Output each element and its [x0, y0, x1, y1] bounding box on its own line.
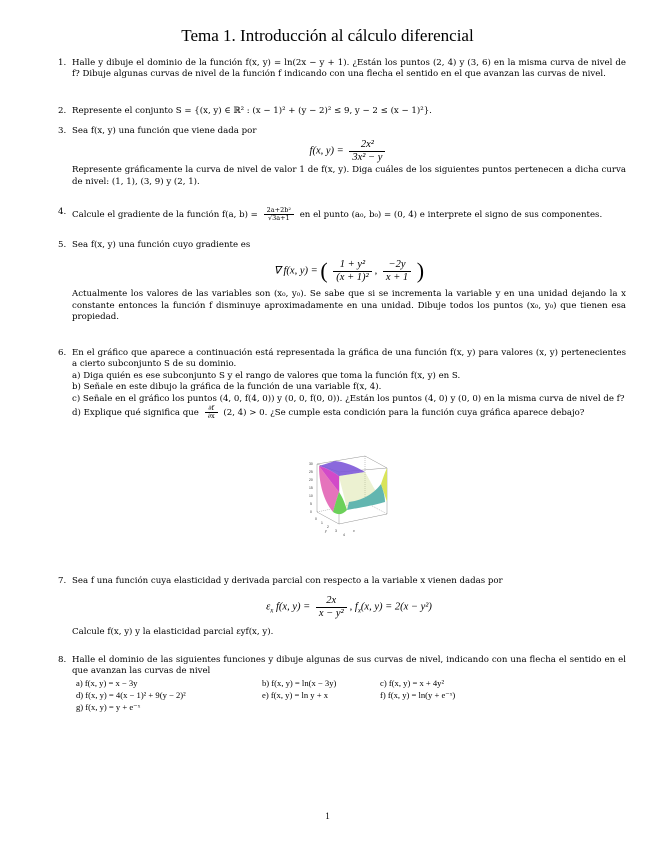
exercise-number: 7.: [58, 576, 67, 586]
page-title: Tema 1. Introducción al cálculo diferencial: [181, 26, 474, 45]
exercise-text: [72, 207, 626, 222]
fraction-numerator: −2y: [383, 259, 411, 271]
exercise-number: 8.: [58, 655, 67, 665]
fraction-numerator: 1 + y²: [333, 259, 371, 271]
subitem-a: a) Diga quién es ese subconjunto S y el rango de valores que toma la función f(x, y) en S.: [72, 370, 461, 381]
exercise-6: [58, 348, 626, 421]
fraction-numerator: ∂f: [205, 405, 218, 413]
eq-epsilon-sub: x: [270, 606, 274, 615]
left-paren: (: [320, 258, 328, 284]
exercise-text: Calcule f(x, y) y la elasticidad parcial εyf(x, y).: [72, 627, 274, 638]
equation-lhs: f(x, y) =: [309, 145, 344, 157]
fraction-denominator: √3a+1: [267, 214, 290, 222]
z-tick: 15: [309, 486, 313, 490]
eq-partial-sub: x: [357, 606, 361, 615]
x-tick: 4: [343, 533, 345, 537]
exercise-7: [58, 576, 626, 639]
equation: [72, 595, 626, 619]
fraction: [333, 259, 371, 283]
x-axis-label: x: [353, 529, 355, 533]
exercise-text: Represente el conjunto S = {(x, y) ∈ ℝ² : (x − 1)² + (y − 2)² ≤ 9, y − 2 ≤ (x − 1)²}.: [72, 106, 432, 116]
option-d: d) f(x, y) = 4(x − 1)² + 9(y − 2)²: [76, 689, 186, 700]
equation-lhs: ∇ f(x, y) =: [273, 265, 318, 277]
exercise-number: 4.: [58, 207, 67, 217]
exercise-3: [58, 126, 626, 188]
fraction-denominator: 3x² − y: [352, 151, 383, 163]
exercise-intro: En el gráfico que aparece a continuación está representada la gráfica de una función f(x, y) para valores (x, y) pertenecientes a cierto subconjunto S de su dominio.: [72, 348, 626, 370]
fraction-numerator: 2x²: [349, 139, 385, 151]
exercise-intro: Sea f una función cuya elasticidad y derivada parcial con respecto a la variable x vienen dadas por: [72, 576, 503, 586]
option-c: c) f(x, y) = x + 4y²: [380, 677, 445, 688]
subitem-d-text-a: d) Explique qué significa que: [72, 408, 199, 419]
z-tick: 30: [309, 462, 313, 466]
subitem-d-text-b: (2, 4) > 0. ¿Se cumple esta condición para la función cuya gráfica aparece debajo?: [223, 408, 585, 419]
exercise-number: 3.: [58, 126, 67, 136]
fraction: [349, 139, 385, 163]
eq-partial: , f: [349, 601, 358, 613]
z-tick: 5: [310, 502, 312, 506]
eq-lhs: f(x, y) =: [276, 601, 311, 613]
exercise-1: [58, 58, 626, 81]
options-row: [72, 702, 626, 714]
equation: ∇ f(x, y) = ( $\frac{\text{1 + y²}}{\text{(x + 1)²}}$ , $\frac{-2y}{x + 1}$ ): [273, 258, 425, 284]
fraction: [264, 207, 294, 222]
fraction-denominator: (x + 1)²: [336, 271, 369, 283]
fraction-denominator: ∂x: [207, 412, 215, 421]
exercise-5: [58, 240, 626, 323]
surface-plot: [305, 452, 391, 552]
options-row: [72, 690, 626, 702]
exercise-2: [58, 106, 626, 117]
fraction-denominator: x − y²: [318, 607, 344, 619]
equation: [72, 139, 626, 163]
page-number: 1: [325, 811, 330, 821]
fraction: [205, 405, 218, 420]
option-f: f) f(x, y) = ln(y + e⁻ˣ): [380, 689, 456, 700]
fraction-numerator: 2a+2b²: [264, 207, 294, 215]
option-g: g) f(x, y) = y + e⁻ˣ: [76, 701, 141, 712]
eq-epsilon: ε: [266, 601, 271, 613]
eq-partial-rhs: (x, y) = 2(x − y²): [360, 601, 432, 613]
fraction-denominator: x + 1: [385, 271, 409, 283]
exercise-intro: Sea f(x, y) una función cuyo gradiente es: [72, 240, 251, 250]
z-tick: 20: [309, 478, 313, 482]
exercise-text-a: Calcule el gradiente de la función f(a, b) =: [72, 210, 258, 220]
exercise-number: 1.: [58, 58, 67, 68]
subitem-b: b) Señale en este dibujo la gráfica de la función de una variable f(x, 4).: [72, 382, 382, 393]
fraction-numerator: 2x: [316, 595, 347, 607]
option-e: e) f(x, y) = ln y + x: [262, 689, 329, 700]
exercise-text: Halle y dibuje el dominio de la función f(x, y) = ln(2x − y + 1). ¿Están los puntos (2, 4) y (3, 6) en la misma curva de nivel de f? Dibuje algunas curvas de nivel de la función f indicando con una flecha el sentido en el que avanzan las curvas de nivel.: [72, 58, 626, 80]
z-tick: 0: [310, 510, 312, 514]
y-axis-label: y: [325, 529, 327, 533]
fraction: [383, 259, 411, 283]
exercise-number: 2.: [58, 106, 67, 116]
exercise-4: [58, 206, 626, 222]
x-tick: 1: [321, 521, 323, 525]
exercise-8: [58, 655, 626, 714]
subitem-d: [72, 405, 626, 420]
x-tick: 0: [315, 517, 317, 521]
z-tick: 10: [309, 494, 313, 498]
fraction: [316, 595, 347, 619]
x-tick: 3: [335, 529, 337, 533]
option-a: a) f(x, y) = x − 3y: [76, 677, 138, 688]
z-tick: 25: [309, 470, 313, 474]
exercise-intro: Sea f(x, y) una función que viene dada por: [72, 126, 257, 136]
right-paren: ): [416, 258, 425, 284]
exercise-text: Represente gráficamente la curva de nivel de valor 1 de f(x, y). Diga cuáles de los siguientes puntos pertenecen a dicha curva de nivel: (1, 1), (3, 9) y (2, 1).: [72, 165, 626, 187]
subitem-c: c) Señale en el gráfico los puntos (4, 0, f(4, 0)) y (0, 0, f(0, 0)). ¿Están los puntos (4, 0) y (0, 0) en la misma curva de nivel de f?: [72, 393, 625, 404]
exercise-number: 6.: [58, 348, 67, 358]
exercise-intro: Halle el dominio de las siguientes funciones y dibuje algunas de sus curvas de nivel, indicando con una flecha el sentido en el que avanzan las curvas de nivel: [72, 655, 626, 677]
exercise-number: 5.: [58, 240, 67, 250]
exercise-text-b: en el punto (a₀, b₀) = (0, 4) e interprete el signo de sus componentes.: [299, 210, 603, 220]
exercise-text: Actualmente los valores de las variables son (x₀, y₀). Se sabe que si se incrementa la variable y en una unidad dejando la x constante entonces la función f disminuye aproximadamente en una unidad. Dibuje todos los puntos (x₀, y₀) que tienen esa propiedad.: [72, 289, 626, 323]
option-b: b) f(x, y) = ln(x − 3y): [262, 677, 337, 688]
x-tick: 2: [327, 525, 329, 529]
options-row: [72, 678, 626, 690]
